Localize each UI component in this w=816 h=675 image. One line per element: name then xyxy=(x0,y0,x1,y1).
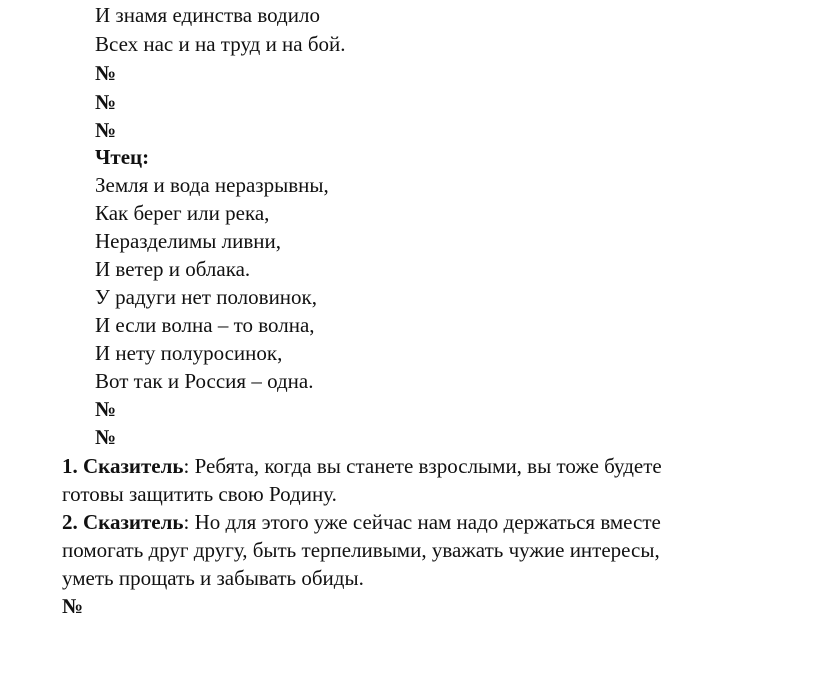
number-marker: № xyxy=(62,594,84,618)
poem-line: Неразделимы ливни, xyxy=(95,229,281,253)
poem-line: И если волна – то волна, xyxy=(95,313,315,337)
narrator-1-text-continued: готовы защитить свою Родину. xyxy=(62,482,337,506)
poem-line: Земля и вода неразрывны, xyxy=(95,173,329,197)
poem-line: Как берег или река, xyxy=(95,201,270,225)
number-marker: № xyxy=(95,397,117,421)
poem-line: Всех нас и на труд и на бой. xyxy=(95,32,346,56)
narrator-2-text: : Но для этого уже сейчас нам надо держаться вместе xyxy=(183,510,661,534)
narrator-2-paragraph xyxy=(62,508,661,536)
number-marker: № xyxy=(95,425,117,449)
narrator-2-text-continued: уметь прощать и забывать обиды. xyxy=(62,566,364,590)
narrator-2-label: 2. Сказитель xyxy=(62,510,184,534)
poem-line: И ветер и облака. xyxy=(95,257,251,281)
narrator-1-text: : Ребята, когда вы станете взрослыми, вы тоже будете xyxy=(183,454,662,478)
number-marker: № xyxy=(95,90,117,114)
poem-line: Вот так и Россия – одна. xyxy=(95,369,314,393)
narrator-1-paragraph xyxy=(62,452,662,480)
poem-line: И нету полуросинок, xyxy=(95,341,283,365)
poem-line: У радуги нет половинок, xyxy=(95,285,317,309)
narrator-2-text-continued: помогать друг другу, быть терпеливыми, уважать чужие интересы, xyxy=(62,538,660,562)
number-marker: № xyxy=(95,118,117,142)
narrator-1-label: 1. Сказитель xyxy=(62,454,184,478)
poem-line: И знамя единства водило xyxy=(95,3,320,27)
reader-heading: Чтец: xyxy=(95,145,150,169)
number-marker: № xyxy=(95,61,117,85)
